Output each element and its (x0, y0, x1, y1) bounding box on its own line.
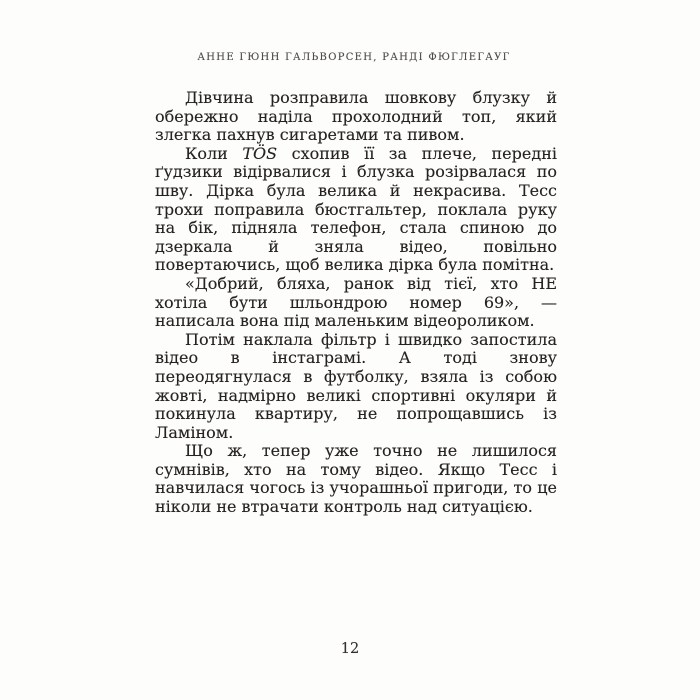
paragraph (155, 275, 557, 331)
body-text-block (155, 89, 557, 517)
paragraph (155, 145, 557, 275)
paragraph-text: Коли (185, 143, 243, 163)
running-head: АННЕ ГЮНН ГАЛЬВОРСЕН, РАНДІ ФЮГЛЕГАУГ (197, 52, 511, 63)
paragraph-text: «Добрий, бляха, ранок від тієї, хто НЕ хотіла бути шльондрою номер 69», — написала вона під маленьким відеороликом. (155, 273, 557, 331)
paragraph-text: Потім наклала фільтр і швидко запостила відео в інстаграмі. А тоді знову переодягнулася в футболку, взяла із собою жовті, надмірно великі спортивні окуляри й покинула квартиру, не попрощавшись із Ламіном. (155, 329, 557, 442)
paragraph (155, 331, 557, 443)
paragraph-text: Що ж, тепер уже точно не лишилося сумнівів, хто на тому відео. Якщо Тесс і навчилася чогось із учорашньої пригоди, то це ніколи не втрачати контроль над ситуацією. (155, 441, 557, 517)
paragraph-text: Дівчина розправила шовкову блузку й обережно наділа прохолодний топ, який злегка пахнув сигаретами та пивом. (155, 88, 557, 145)
character-name-italic: TÖS (242, 143, 278, 163)
paragraph (155, 442, 557, 516)
page-number: 12 (340, 641, 360, 657)
paragraph (155, 89, 557, 145)
paragraph-text: схопив її за плече, передні ґудзики відірвалися і блузка розірвалася по шву. Дірка була велика й некрасива. Тесс трохи поправила бюстгальтер, поклала руку на бік, підняла телефон, стала спиною до дзеркала й зняла відео, повільно повертаючись, щоб велика дірка була помітна. (155, 143, 557, 275)
